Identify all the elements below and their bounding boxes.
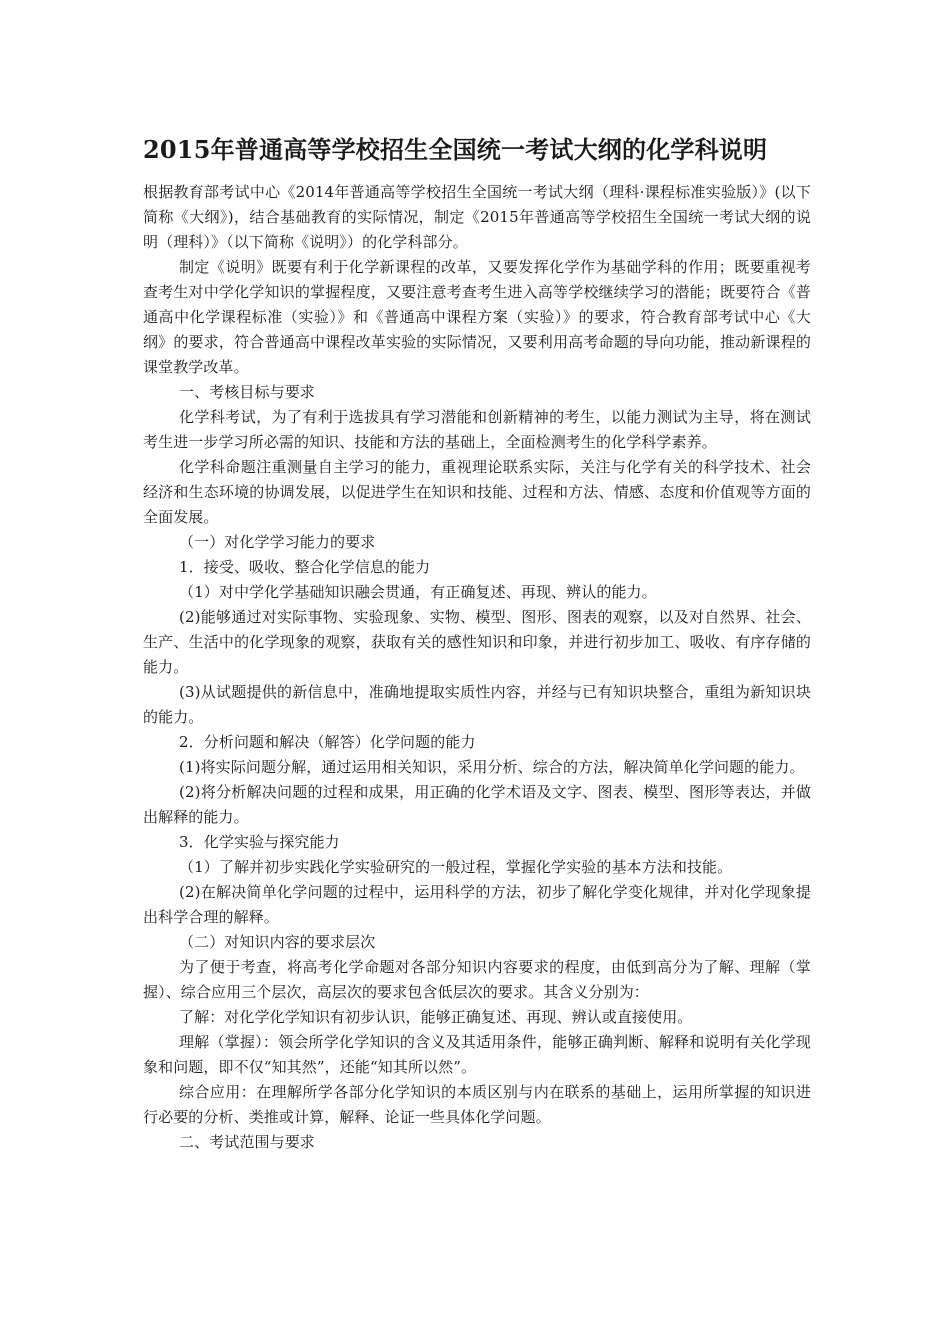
paragraph-exam-focus: 化学科命题注重测量自主学习的能力，重视理论联系实际，关注与化学有关的科学技术、社会经济和生态环境的协调发展，以促进学生在知识和技能、过程和方法、情感、态度和价值观等方面的全面发展。 (143, 458, 811, 526)
item-2-1: (1)将实际问题分解，通过运用相关知识，采用分析、综合的方法，解决简单化学问题的能力。 (179, 758, 805, 776)
document-title: 2015年普通高等学校招生全国统一考试大纲的化学科说明 (143, 135, 768, 164)
paragraph-intro: 根据教育部考试中心《2014年普通高等学校招生全国统一考试大纲（理科·课程标准实验版）》(以下简称《大纲》)，结合基础教育的实际情况，制定《2015年普通高等学校招生全国统一考试大纲的说明（理科）》（以下简称《说明》）的化学科部分。 (143, 183, 811, 251)
subsection-heading-knowledge-levels: （二）对知识内容的要求层次 (179, 933, 376, 951)
paragraph-purpose: 制定《说明》既要有利于化学新课程的改革，又要发挥化学作为基础学科的作用；既要重视考查考生对中学化学知识的掌握程度，又要注意考查考生进入高等学校继续学习的潜能；既要符合《普通高中化学课程标准（实验）》和《普通高中课程方案（实验）》的要求，符合教育部考试中心《大纲》的要求，符合普通高中课程改革实验的实际情况，又要利用高考命题的导向功能，推动新课程的课堂教学改革。 (143, 258, 811, 376)
item-1-3: (3)从试题提供的新信息中，准确地提取实质性内容，并经与已有知识块整合，重组为新知识块的能力。 (143, 683, 811, 726)
paragraph-levels-intro: 为了便于考查，将高考化学命题对各部分知识内容要求的程度，由低到高分为了解、理解（掌握）、综合应用三个层次，高层次的要求包含低层次的要求。其含义分别为： (143, 958, 811, 1001)
item-1-1: （1）对中学化学基础知识融会贯通，有正确复述、再现、辨认的能力。 (179, 583, 657, 601)
item-3-1: （1）了解并初步实践化学实验研究的一般过程，掌握化学实验的基本方法和技能。 (179, 858, 733, 876)
item-2-2: (2)将分析解决问题的过程和成果，用正确的化学术语及文字、图表、模型、图形等表达，并做出解释的能力。 (143, 783, 811, 826)
definition-comprehensive-application: 综合应用：在理解所学各部分化学知识的本质区别与内在联系的基础上，运用所掌握的知识进行必要的分析、类推或计算，解释、论证一些具体化学问题。 (143, 1083, 811, 1126)
item-3-2: (2)在解决简单化学问题的过程中，运用科学的方法，初步了解化学变化规律，并对化学现象提出科学合理的解释。 (143, 883, 811, 926)
subsection-heading-learning-ability: （一）对化学学习能力的要求 (179, 533, 376, 551)
document-page (143, 132, 811, 1155)
section-heading-scope: 二、考试范围与要求 (179, 1133, 315, 1151)
item-heading-information-ability: 1．接受、吸收、整合化学信息的能力 (179, 558, 431, 576)
definition-understand-master: 理解（掌握）：领会所学化学知识的含义及其适用条件，能够正确判断、解释和说明有关化学现象和问题，即不仅“知其然”，还能“知其所以然”。 (143, 1033, 811, 1076)
definition-understand-basic: 了解：对化学化学知识有初步认识，能够正确复述、再现、辨认或直接使用。 (179, 1008, 693, 1026)
item-heading-problem-solving: 2．分析问题和解决（解答）化学问题的能力 (179, 733, 476, 751)
paragraph-exam-purpose: 化学科考试，为了有利于选拔具有学习潜能和创新精神的考生，以能力测试为主导，将在测试考生进一步学习所必需的知识、技能和方法的基础上，全面检测考生的化学科学素养。 (143, 408, 811, 451)
item-1-2: (2)能够通过对实际事物、实验现象、实物、模型、图形、图表的观察，以及对自然界、社会、生产、生活中的化学现象的观察，获取有关的感性知识和印象，并进行初步加工、吸收、有序存储的能力。 (143, 608, 811, 676)
section-heading-objectives: 一、考核目标与要求 (179, 383, 315, 401)
item-heading-experiment: 3．化学实验与探究能力 (179, 833, 340, 851)
